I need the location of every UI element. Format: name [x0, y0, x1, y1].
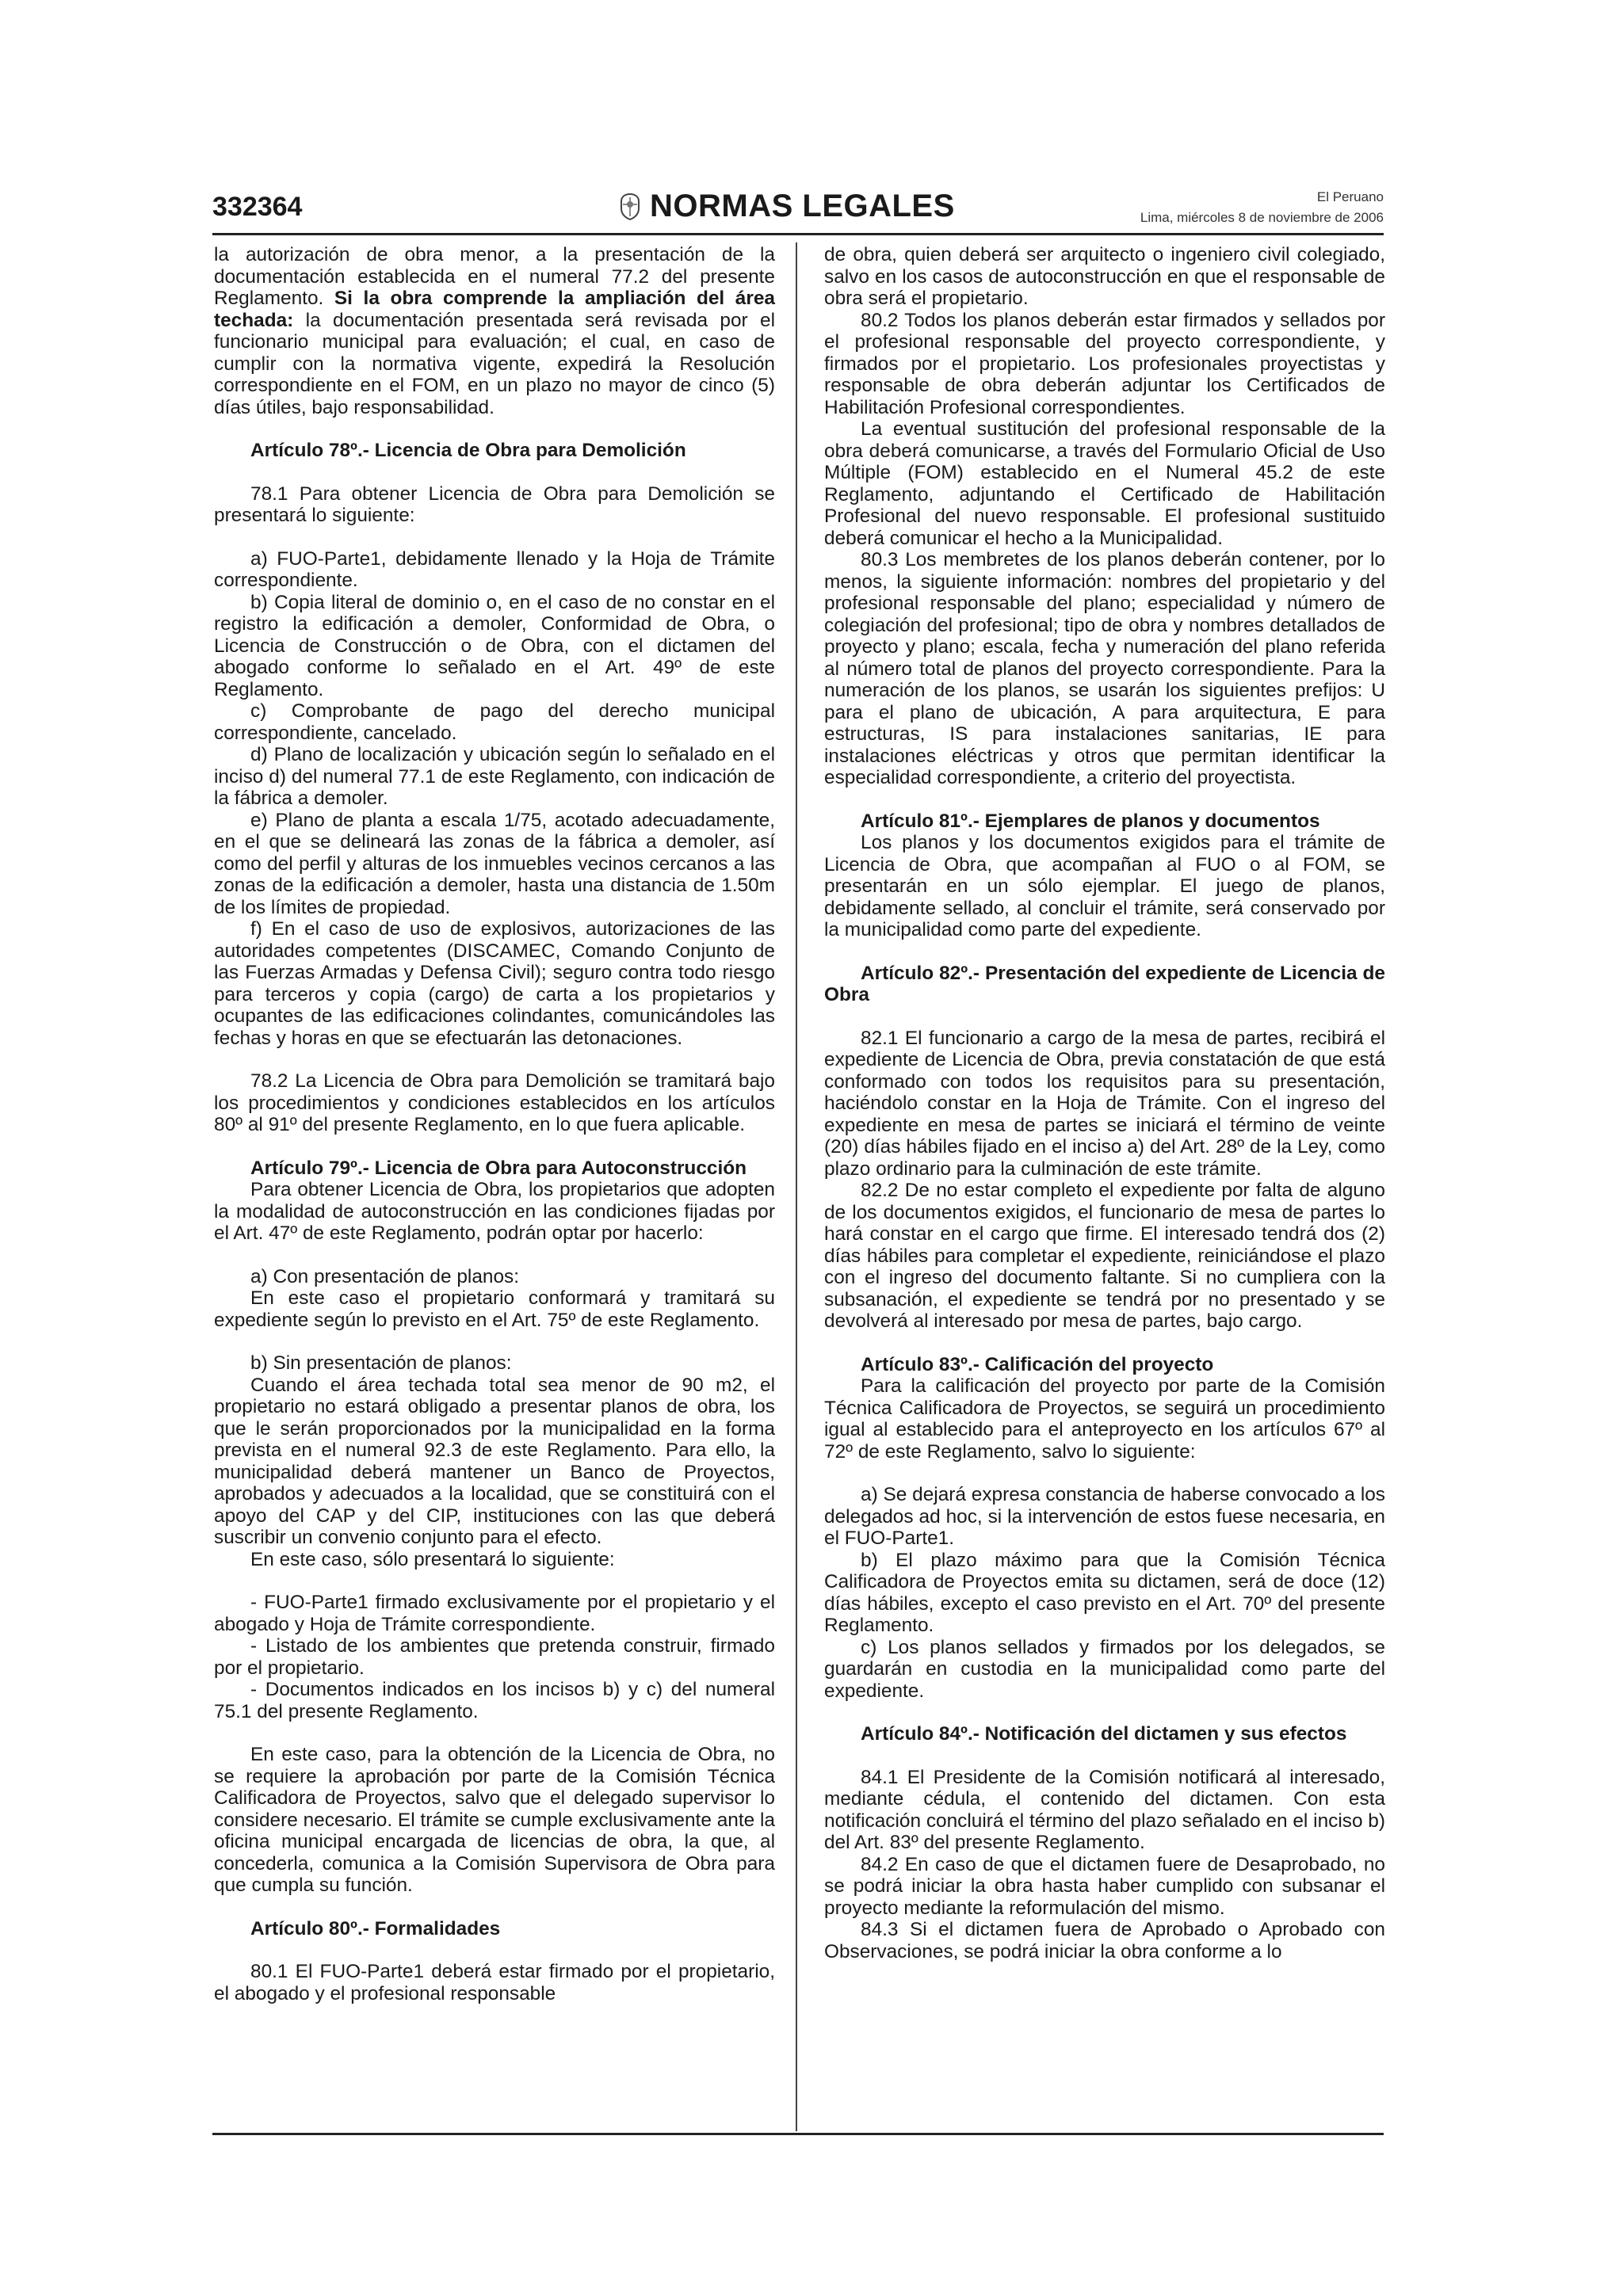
header-rule: [212, 233, 1384, 235]
paragraph: En este caso, para la obtención de la Licencia de Obra, no se requiere la aprobación por parte de la Comisión Técnica Calificadora de Proyectos, salvo que el delegado supervisor lo considere necesario. El trámite se cumple exclusivamente ante la oficina municipal encargada de licencias de obra, la que, al concederla, comunica a la Comisión Supervisora de Obra para que cumpla su función.: [214, 1744, 775, 1896]
paragraph: 78.2 La Licencia de Obra para Demolición se tramitará bajo los procedimientos y condiciones establecidos en los artículos 80º al 91º del presente Reglamento, en lo que fuera aplicable.: [214, 1070, 775, 1135]
paragraph: En este caso, sólo presentará lo siguiente:: [250, 1548, 615, 1570]
list-item: a) Se dejará expresa constancia de haberse convocado a los delegados ad hoc, si la intervención de estos fuese necesaria, en el FUO-Parte1.: [824, 1484, 1385, 1549]
paragraph: Cuando el área techada total sea menor de 90 m2, el propietario no estará obligado a presentar planos de obra, los que le serán proporcionados por la municipalidad en la forma prevista en el numeral 92.3 de este Reglamento. Para ello, la municipalidad deberá mantener un Banco de Proyectos, aprobados y adecuados a la localidad, que se constituirá con el apoyo del CAP y del CIP, instituciones con las que deberá suscribir un convenio conjunto para el efecto.: [214, 1374, 775, 1548]
list-item: a) Con presentación de planos:: [250, 1265, 519, 1287]
paragraph: 82.1 El funcionario a cargo de la mesa de partes, recibirá el expediente de Licencia de Obra, previa constatación de que está conformado con todos los requisitos para su presentación, haciéndolo constar en la Hoja de Trámite. Con el ingreso del expediente en mesa de partes se iniciará el término de veinte (20) días hábiles fijado en el inciso a) del Art. 28º de la Ley, como plazo ordinario para la culminación de este trámite.: [824, 1027, 1385, 1180]
paragraph: La eventual sustitución del profesional responsable de la obra deberá comunicarse, a través del Formulario Oficial de Uso Múltiple (FOM) establecido en el Numeral 45.2 de este Reglamento, adjuntando el Certificado de Habilitación Profesional del nuevo responsable. El profesional sustituido deberá comunicar el hecho a la Municipalidad.: [824, 418, 1385, 549]
masthead-title: NORMAS LEGALES: [650, 189, 955, 223]
list-item: e) Plano de planta a escala 1/75, acotado adecuadamente, en el que se delineará las zonas de la fábrica a demoler, así como del perfil y alturas de los inmuebles vecinos cercanos a las zonas de la edificación a demoler, hasta una distancia de 1.50m de los límites de propiedad.: [214, 809, 775, 918]
footer-rule: [212, 2133, 1384, 2135]
paragraph: 82.2 De no estar completo el expediente por falta de alguno de los documentos exigidos, el funcionario de mesa de partes lo hará constar en el cargo que firme. El interesado tendrá dos (2) días hábiles para completar el expediente, reiniciándose el plazo con el ingreso del documento faltante. Si no cumpliera con la subsanación, el expediente se tendrá por no presentado y se devolverá al interesado por mesa de partes, bajo cargo.: [824, 1180, 1385, 1332]
list-item: b) Sin presentación de planos:: [250, 1352, 512, 1374]
list-item: - FUO-Parte1 firmado exclusivamente por el propietario y el abogado y Hoja de Trámite correspondiente.: [214, 1592, 775, 1635]
article-84-heading: Artículo 84º.- Notificación del dictamen y sus efectos: [861, 1723, 1347, 1745]
paragraph: 80.3 Los membretes de los planos deberán contener, por lo menos, la siguiente información: nombres del propietario y del profesional responsable del plano; especialidad y número de colegiación del profesional; tipo de obra y nombres detallados de proyecto y plano; escala, fecha y numeración del plano referida al número total de planos del proyecto correspondiente. Para la numeración de los planos, se usarán los siguientes prefijos: U para el plano de ubicación, A para arquitectura, E para estructuras, IS para instalaciones sanitarias, IE para instalaciones eléctricas y otros que permitan identificar la especialidad correspondiente, a criterio del proyectista.: [824, 549, 1385, 788]
paragraph: 80.1 El FUO-Parte1 deberá estar firmado por el propietario, el abogado y el profesional responsable: [214, 1961, 775, 2004]
article-82-heading: Artículo 82º.- Presentación del expediente de Licencia de Obra: [824, 962, 1385, 1005]
page-header: [212, 187, 1384, 231]
paragraph: 78.1 Para obtener Licencia de Obra para Demolición se presentará lo siguiente:: [214, 482, 775, 526]
paragraph: la autorización de obra menor, a la presentación de la documentación establecida en el numeral 77.2 del presente Reglamento. Si la obra comprende la ampliación del área techada: la documentación presentada será revisada por el funcionario municipal para evaluación; el cual, en caso de cumplir con la normativa vigente, expedirá la Resolución correspondiente en el FOM, en un plazo no mayor de cinco (5) días útiles, bajo responsabilidad.: [214, 244, 775, 418]
paragraph: Para la calificación del proyecto por parte de la Comisión Técnica Calificadora de Proyectos, se seguirá un procedimiento igual al establecido para el anteproyecto en los artículos 67º al 72º de este Reglamento, salvo lo siguiente:: [824, 1375, 1385, 1463]
article-80-heading: Artículo 80º.- Formalidades: [250, 1917, 501, 1939]
list-item: b) El plazo máximo para que la Comisión Técnica Calificadora de Proyectos emita su dictamen, será de doce (12) días hábiles, excepto el caso previsto en el Art. 70º del presente Reglamento.: [824, 1549, 1385, 1636]
list-item: b) Copia literal de dominio o, en el caso de no constar en el registro la edificación a demoler, Conformidad de Obra, o Licencia de Construcción o de Obra, con el dictamen del abogado conforme lo señalado en el Art. 49º de este Reglamento.: [214, 591, 775, 700]
list-item: d) Plano de localización y ubicación según lo señalado en el inciso d) del numeral 77.1 de este Reglamento, con indicación de la fábrica a demoler.: [214, 744, 775, 809]
paragraph: 84.2 En caso de que el dictamen fuere de Desaprobado, no se podrá iniciar la obra hasta haber cumplido con subsanar el proyecto mediante la reformulación del mismo.: [824, 1853, 1385, 1919]
left-column: [214, 244, 775, 2004]
publication-date: Lima, miércoles 8 de noviembre de 2006: [1140, 210, 1384, 225]
masthead: [618, 189, 955, 224]
publication-name: El Peruano: [1316, 189, 1384, 204]
article-81-heading: Artículo 81º.- Ejemplares de planos y documentos: [861, 810, 1320, 832]
article-79-heading: Artículo 79º.- Licencia de Obra para Autoconstrucción: [250, 1157, 747, 1179]
paragraph: de obra, quien deberá ser arquitecto o ingeniero civil colegiado, salvo en los casos de autoconstrucción en que el responsable de obra será el propietario.: [824, 244, 1385, 309]
paragraph: 84.1 El Presidente de la Comisión notificará al interesado, mediante cédula, el contenido del dictamen. Con esta notificación concluirá el término del plazo señalado en el inciso b) del Art. 83º del presente Reglamento.: [824, 1766, 1385, 1853]
list-item: - Documentos indicados en los incisos b) y c) del numeral 75.1 del presente Reglamento.: [214, 1679, 775, 1722]
paragraph: 80.2 Todos los planos deberán estar firmados y sellados por el profesional responsable del proyecto correspondiente, y firmados por el propietario. Los profesionales proyectistas y responsable de obra deberán adjuntar los Certificados de Habilitación Profesional correspondientes.: [824, 309, 1385, 418]
article-78-heading: Artículo 78º.- Licencia de Obra para Demolición: [250, 440, 686, 461]
paragraph: En este caso el propietario conformará y tramitará su expediente según lo previsto en el Art. 75º de este Reglamento.: [214, 1287, 775, 1331]
column-separator: [796, 242, 797, 2131]
paragraph: Los planos y los documentos exigidos para el trámite de Licencia de Obra, que acompañan al FUO o al FOM, se presentarán en un sólo ejemplar. El juego de planos, debidamente sellado, al concluir el trámite, será conservado por la municipalidad como parte del expediente.: [824, 832, 1385, 940]
paragraph: 84.3 Si el dictamen fuera de Aprobado o Aprobado con Observaciones, se podrá iniciar la obra conforme a lo: [824, 1919, 1385, 1962]
list-item: c) Los planos sellados y firmados por los delegados, se guardarán en custodia en la municipalidad como parte del expediente.: [824, 1636, 1385, 1702]
page-number: 332364: [212, 192, 303, 222]
list-item: - Listado de los ambientes que pretenda construir, firmado por el propietario.: [214, 1635, 775, 1679]
right-column: [824, 244, 1385, 1962]
list-item: f) En el caso de uso de explosivos, autorizaciones de las autoridades competentes (DISCAMEC, Comando Conjunto de las Fuerzas Armadas y Defensa Civil); seguro contra todo riesgo para terceros y copia (cargo) de carta a los propietarios y ocupantes de las edificaciones colindantes, comunicándoles las fechas y horas en que se efectuarán las detonaciones.: [214, 918, 775, 1049]
header-meta: [1140, 187, 1384, 228]
coat-of-arms-icon: [618, 193, 642, 221]
list-item: a) FUO-Parte1, debidamente llenado y la Hoja de Trámite correspondiente.: [214, 547, 775, 591]
paragraph: Para obtener Licencia de Obra, los propietarios que adopten la modalidad de autoconstrucción en las condiciones fijadas por el Art. 47º de este Reglamento, podrán optar por hacerlo:: [214, 1179, 775, 1244]
list-item: c) Comprobante de pago del derecho municipal correspondiente, cancelado.: [214, 700, 775, 744]
article-83-heading: Artículo 83º.- Calificación del proyecto: [861, 1353, 1214, 1375]
